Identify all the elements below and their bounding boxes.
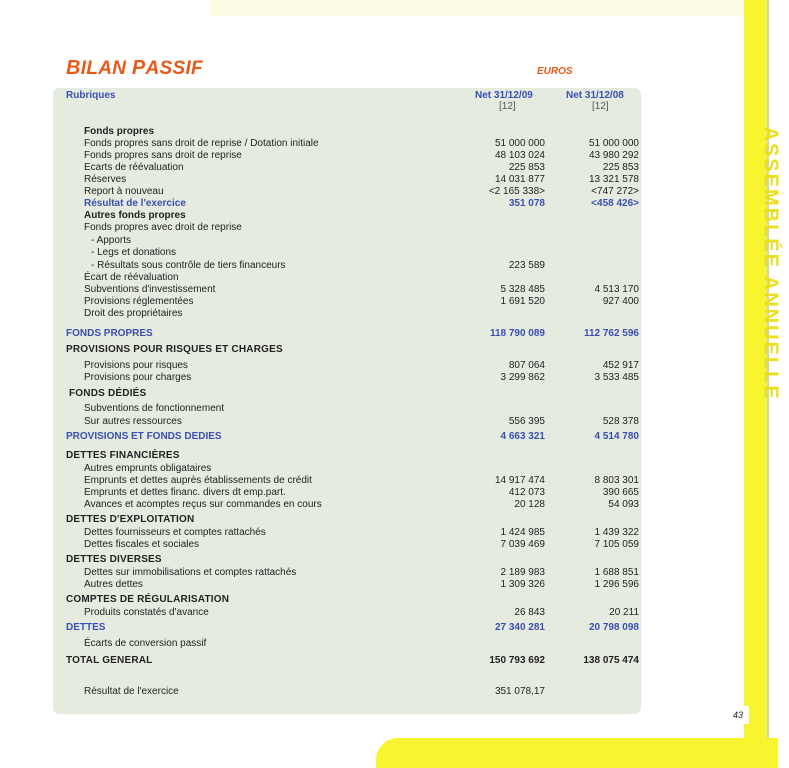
column-header-2008: Net 31/12/08 [566, 90, 624, 101]
page-number: 43 [727, 706, 749, 724]
column-header-rubriques: Rubriques [66, 90, 116, 101]
column-subheader-2008: [12] [592, 101, 609, 112]
page-title: BILAN PASSIF [66, 57, 203, 79]
column-subheader-2009: [12] [499, 101, 516, 112]
currency-label: EUROS [537, 66, 573, 77]
balance-table: Fonds propres Fonds propres sans droit de reprise / Dotation initiale 51 000 000 51 000 000 Fonds propres sans droit de reprise 48 103 024 43 980 292 Ecarts de réévaluation 225 853 225 853 Réserves 14 031 877 13 321 578 Report à nouveau <2 165 338> <747 272> Résultat de l'exercice 351 078 <458 426> Autres fonds propres Fonds propres avec droit de reprise - Apports - Legs et donations - Résultats sous contrôle de tiers financeurs 223 589 Écart de réévaluation Subventions d'investissement 5 328 485 4 513 170 Provisions réglementées 1 691 520 927 400 Droit des propriétaires FONDS PROPRES 118 790 089 112 762 596 PROVISIONS POUR RISQUES ET CHARGES Provisions pour risques 807 064 452 917 Provisions pour charges 3 299 862 3 533 485 FONDS DÉDIÉS Subventions de fonctionnement Sur autres ressources 556 395 528 378 PROVISIONS ET FONDS DEDIES 4 663 321 4 514 780 DETTES FINANCIÈRES Autres emprunts obligataires Emprunts et dettes auprès établissements de crédit 14 917 474 8 803 301 Emprunts et dettes financ. divers dt emp.part. 412 073 390 665 Avances et acomptes reçus sur commandes en cours 20 128 54 093 DETTES D'EXPLOITATION Dettes fournisseurs et comptes rattachés 1 424 985 1 439 322 Dettes fiscales et sociales 7 039 469 7 105 059 DETTES DIVERSES Dettes sur immobilisations et comptes rattachés 2 189 983 1 688 851 Autres dettes 1 309 326 1 296 596 COMPTES DE RÉGULARISATION Produits constatés d'avance 26 843 20 211 DETTES 27 340 281 20 798 098 Écarts de conversion passif TOTAL GENERAL 150 793 692 138 075 474 Résultat de l'exercice 351 078,17 [66, 126, 639, 697]
column-header-2009: Net 31/12/09 [475, 90, 533, 101]
